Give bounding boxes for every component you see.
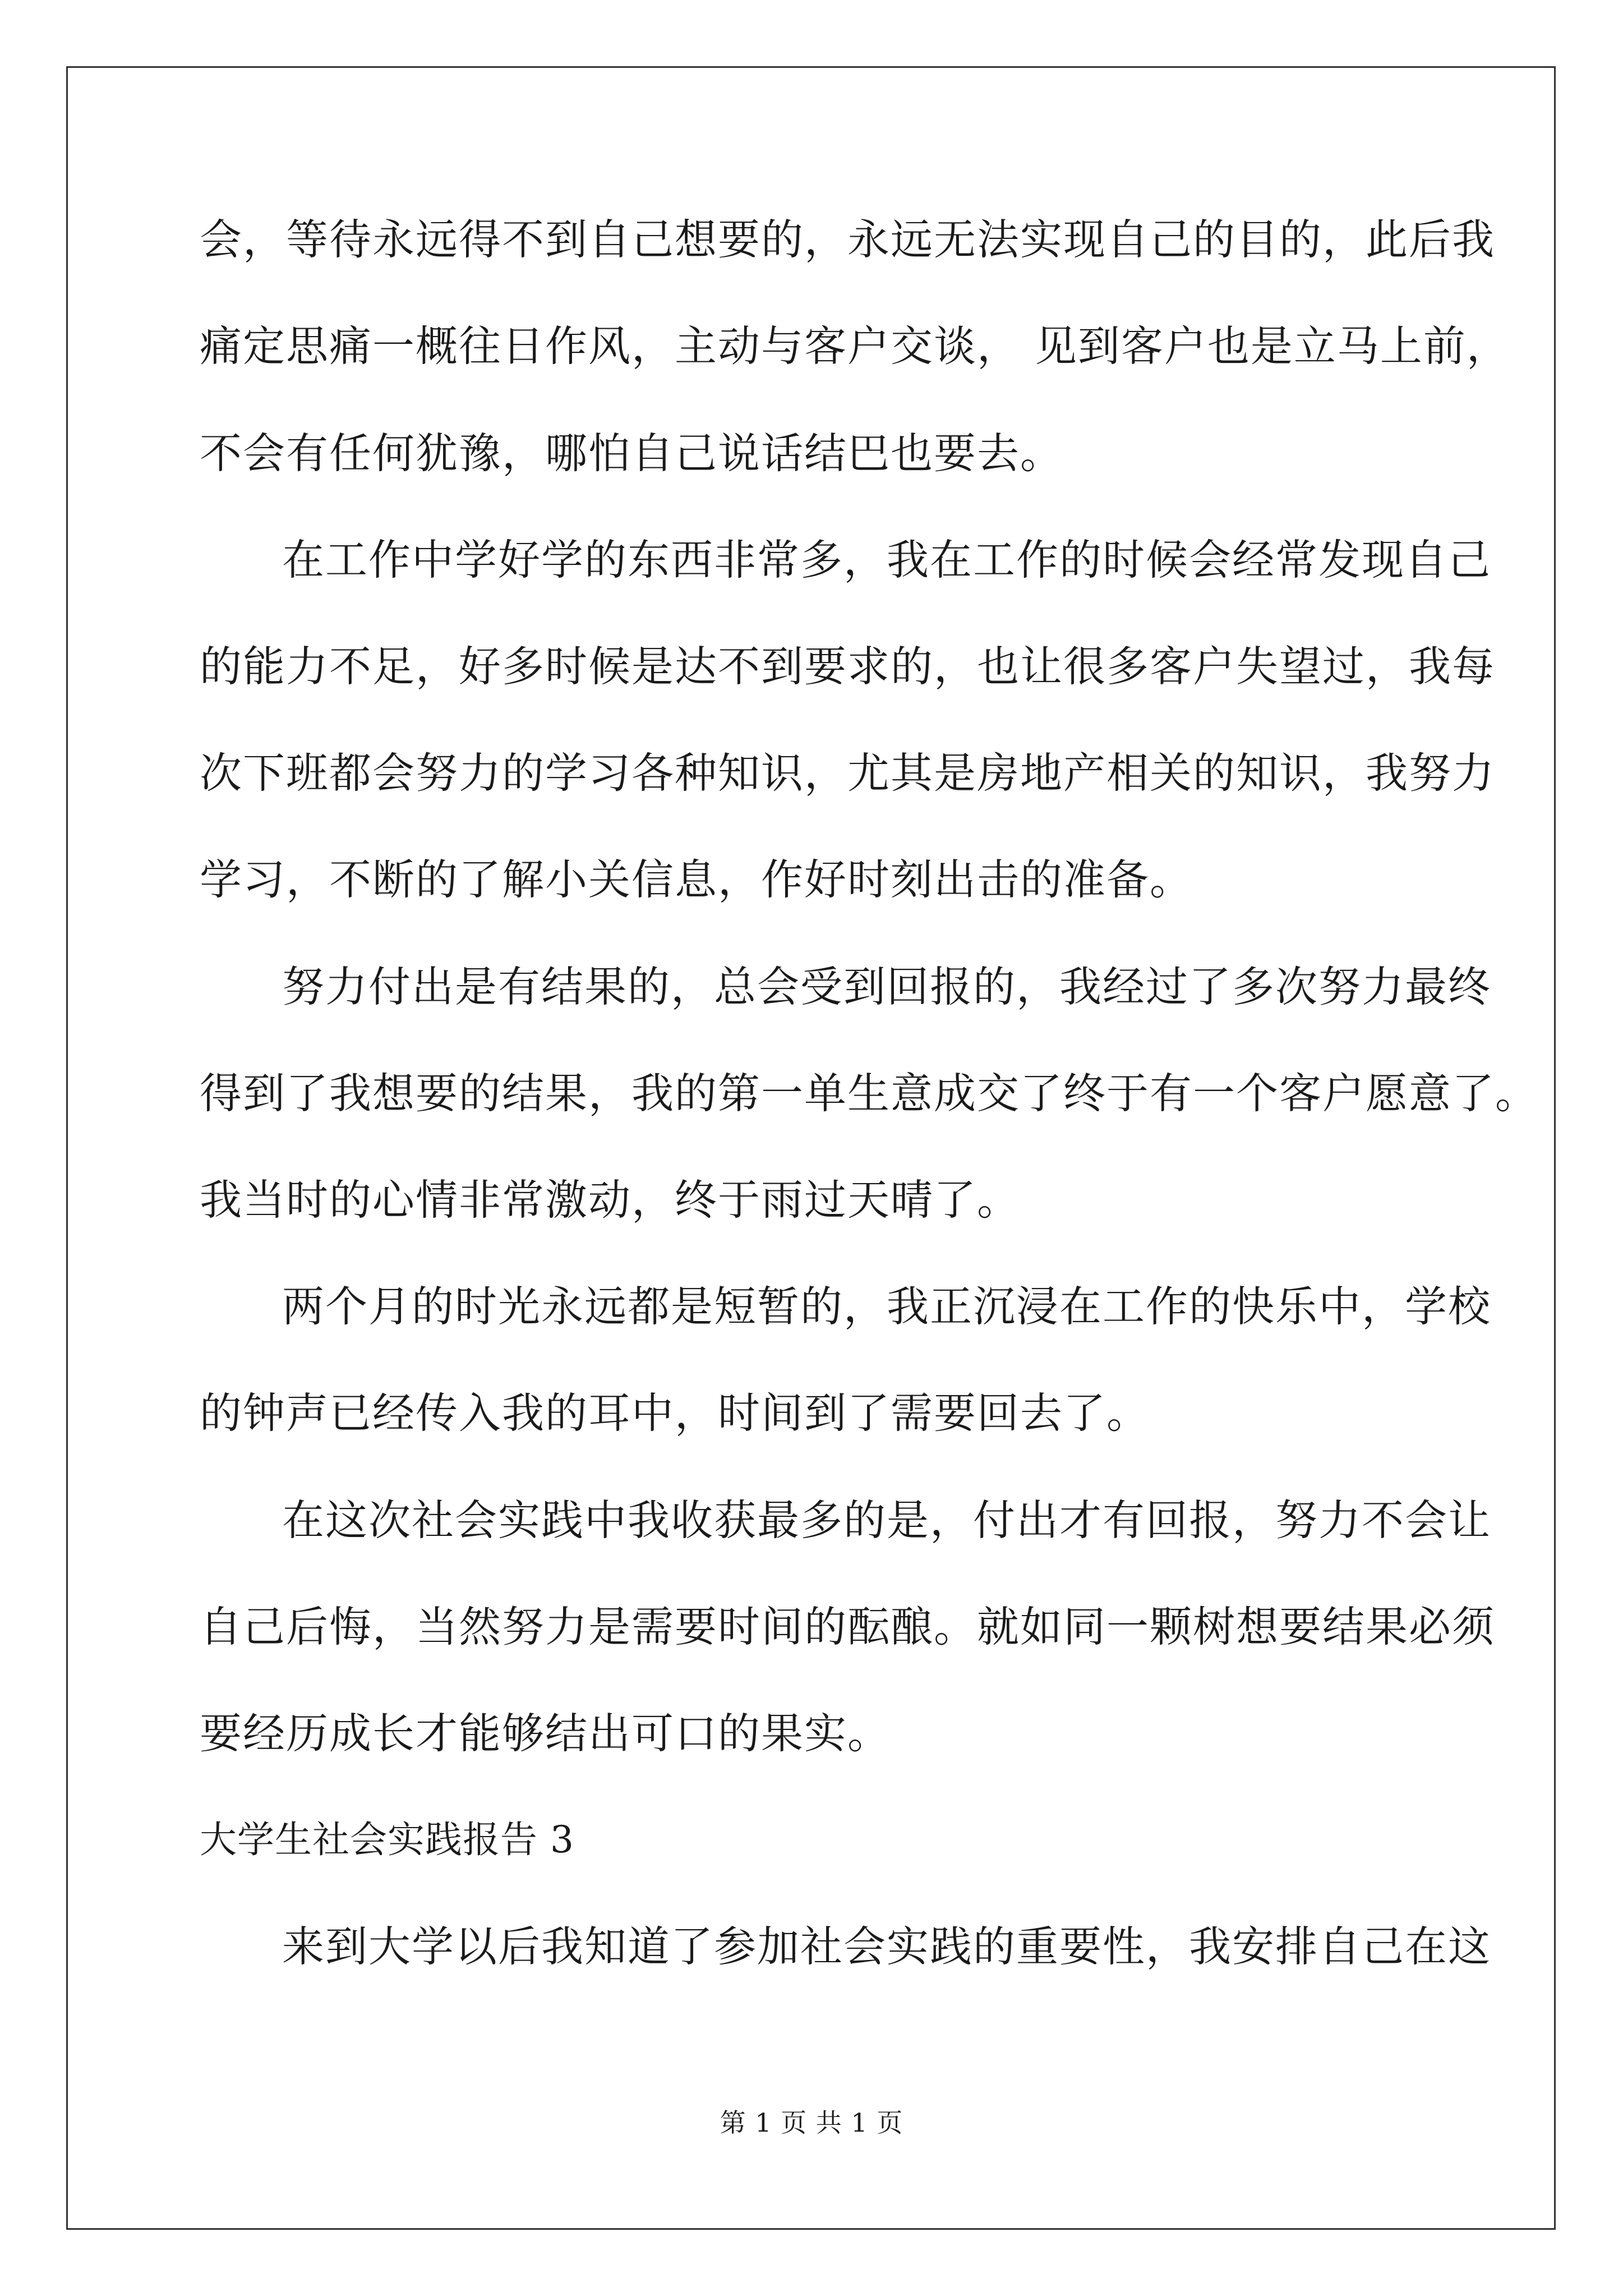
text-line: 的能力不足，好多时候是达不到要求的，也让很多客户失望过，我每 [200,642,1496,691]
paragraph-first-line: 来到大学以后我知道了参加社会实践的重要性，我安排自己在这 [282,1922,1492,1971]
text-line: 学习，不断的了解小关信息，作好时刻出击的准备。 [200,855,1193,904]
paragraph-first-line: 两个月的时光永远都是短暂的，我正沉浸在工作的快乐中，学校 [282,1282,1492,1331]
text-line: 会，等待永远得不到自己想要的，永远无法实现自己的目的，此后我 [200,215,1496,264]
text-line: 不会有任何犹豫，哪怕自己说话结巴也要去。 [200,429,1064,478]
paragraph-first-line: 努力付出是有结果的，总会受到回报的，我经过了多次努力最终 [282,962,1492,1011]
paragraph-first-line: 在这次社会实践中我收获最多的是，付出才有回报，努力不会让 [282,1496,1492,1545]
text-line: 得到了我想要的结果，我的第一单生意成交了终于有一个客户愿意了。 [200,1069,1539,1118]
text-line: 的钟声已经传入我的耳中，时间到了需要回去了。 [200,1388,1150,1438]
text-line: 次下班都会努力的学习各种知识，尤其是房地产相关的知识，我努力 [200,748,1496,798]
page-border [66,66,1556,2230]
text-line: 要经历成长才能够结出可口的果实。 [200,1709,891,1758]
page-footer: 第 1 页 共 1 页 [720,2108,903,2138]
text-line: 我当时的心情非常激动，终于雨过天晴了。 [200,1175,1021,1225]
section-heading: 大学生社会实践报告 3 [200,1818,574,1861]
text-line: 自己后悔，当然努力是需要时间的酝酿。就如同一颗树想要结果必须 [200,1602,1496,1651]
paragraph-first-line: 在工作中学好学的东西非常多，我在工作的时候会经常发现自己 [282,535,1492,585]
text-line: 痛定思痛一概往日作风，主动与客户交谈， 见到客户也是立马上前， [200,321,1510,371]
